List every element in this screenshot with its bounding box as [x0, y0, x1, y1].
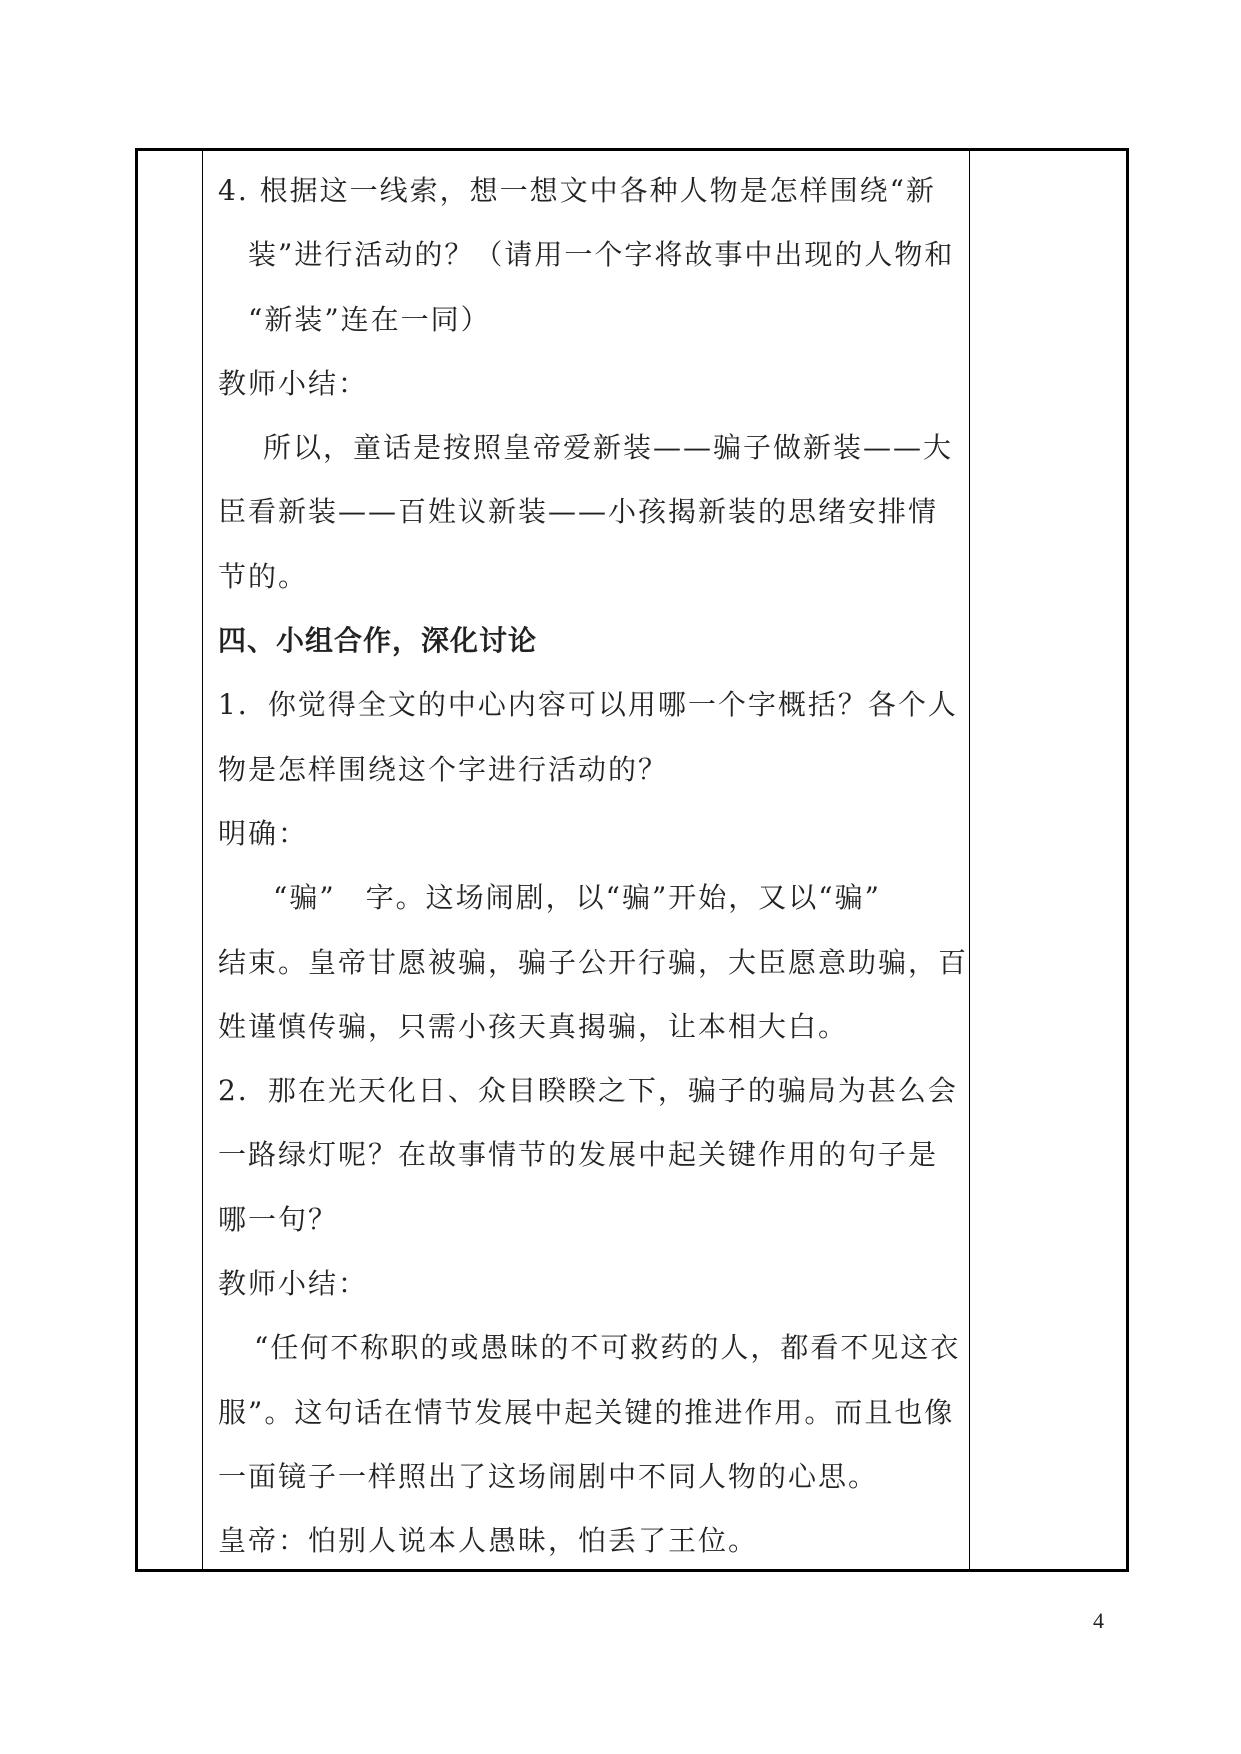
- text-line: “新装”连在一同）: [248, 302, 491, 336]
- text-line: 明确：: [218, 816, 309, 850]
- text-line: 姓谨慎传骗，只需小孩天真揭骗，让本相大白。: [218, 1009, 849, 1043]
- text-line: 哪一句？: [218, 1202, 339, 1236]
- section-heading: 四、小组合作，深化讨论: [218, 624, 538, 658]
- text-line: 所以，童话是按照皇帝爱新装——骗子做新装——大: [263, 431, 954, 465]
- text-line: 臣看新装——百姓议新装——小孩揭新装的思绪安排情: [218, 495, 939, 529]
- text-line: 教师小结：: [218, 1267, 369, 1301]
- text-line: 服”。这句话在情节发展中起关键的推进作用。而且也像: [218, 1395, 955, 1429]
- text-line: 物是怎样围绕这个字进行活动的？: [218, 752, 669, 786]
- text-line: 2．那在光天化日、众目睽睽之下，骗子的骗局为甚么会: [218, 1074, 958, 1108]
- text-line: 皇帝：怕别人说本人愚昧，怕丢了王位。: [218, 1524, 759, 1558]
- text-line: 教师小结：: [218, 366, 369, 400]
- text-line: 结束。皇帝甘愿被骗，骗子公开行骗，大臣愿意助骗，百: [218, 945, 969, 979]
- lesson-content-cell: [218, 159, 969, 1574]
- text-line: 4. 根据这一线索，想一想文中各种人物是怎样围绕“新: [218, 174, 936, 207]
- lesson-table: [135, 148, 1129, 1572]
- page-number: 4: [1093, 1608, 1104, 1633]
- text-line: 一面镜子一样照出了这场闹剧中不同人物的心思。: [218, 1459, 879, 1493]
- text-line: 1．你觉得全文的中心内容可以用哪一个字概括？各个人: [218, 688, 958, 722]
- text-line: “骗” 字。这场闹剧，以“骗”开始，又以“骗”: [273, 881, 881, 915]
- table-column-divider-left: [202, 151, 203, 1569]
- text-line: 一路绿灯呢？在故事情节的发展中起关键作用的句子是: [218, 1138, 939, 1172]
- text-line: 装”进行活动的？（请用一个字将故事中出现的人物和: [248, 238, 955, 272]
- text-line: “任何不称职的或愚昧的不可救药的人，都看不见这衣: [254, 1331, 961, 1365]
- text-line: 节的。: [218, 559, 309, 593]
- table-column-divider-right: [969, 151, 970, 1569]
